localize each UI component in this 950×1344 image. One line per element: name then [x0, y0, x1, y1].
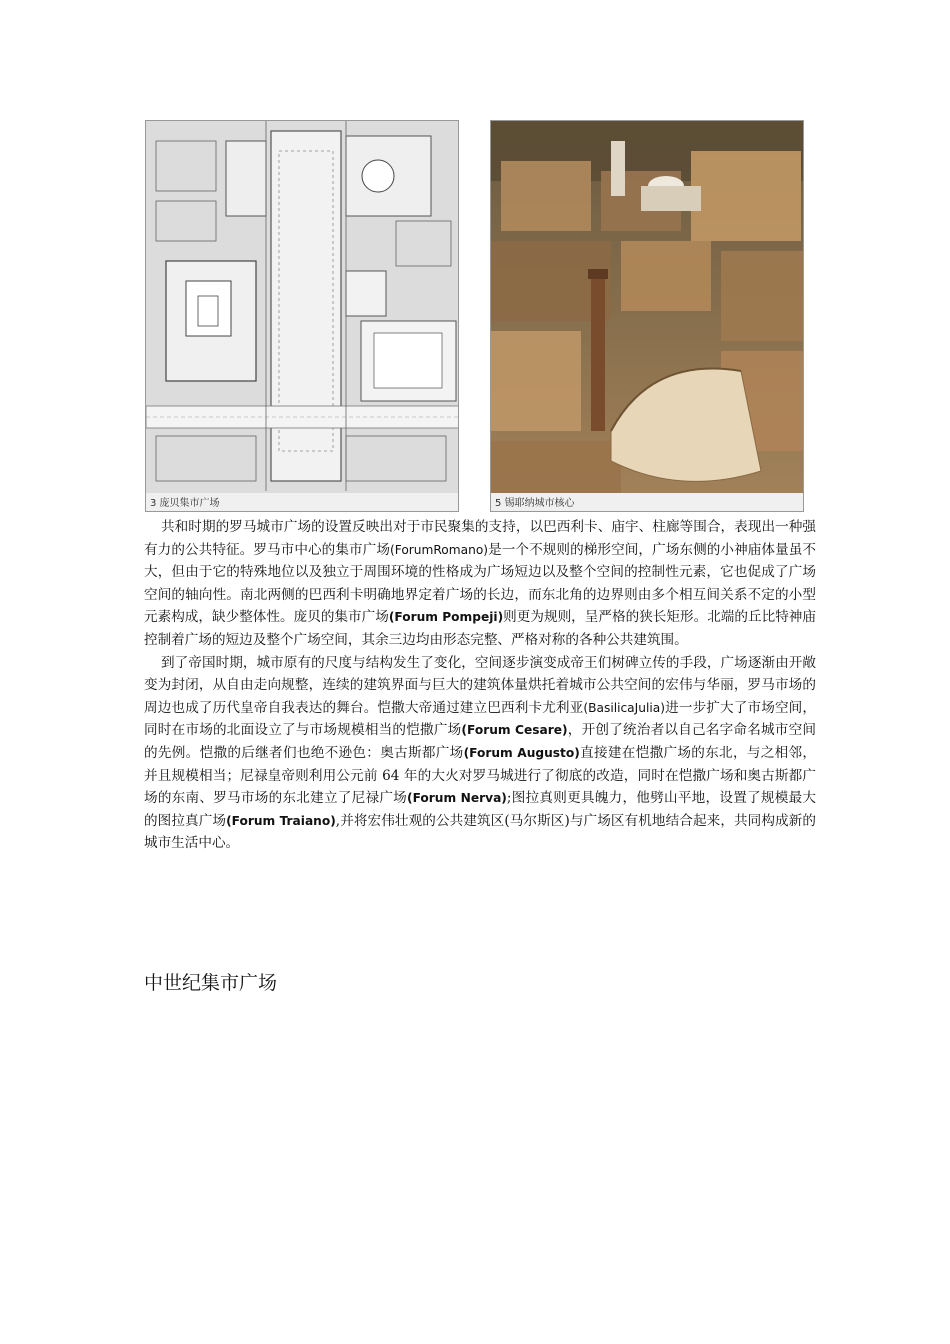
- siena-aerial-drawing: [491, 121, 804, 512]
- pompeii-forum-plan-image: [145, 120, 459, 512]
- text-run: ,并将宏伟壮观的公共建筑区(马尔斯区)与广场区有机地结合起来，共同构成新的城市生活中心。: [144, 812, 816, 852]
- latin-term-bold: (Forum Traiano): [226, 813, 336, 828]
- text-run: 直接建在恺撒广场的东北，与之相邻，并且规模相当；尼禄皇帝则利用公元前 64 年的大火对罗马城进行了彻底的改造，同时在恺撒广场和奥古斯都广场的东南、罗马市场的东北建立了尼禄广场: [144, 744, 817, 807]
- section-heading: 中世纪集市广场: [144, 972, 278, 994]
- pompeii-plan-drawing: [146, 121, 459, 512]
- left-figure-caption: 3 庞贝集市广场: [150, 498, 220, 509]
- siena-aerial-photo: [490, 120, 804, 512]
- text-run: ;图拉真则更具魄力，他劈山平地，设置了规模最大的图拉真广场: [144, 790, 816, 829]
- text-run: 是一个不规则的梯形空间，广场东侧的小神庙体量虽不大，但由于它的特殊地位以及独立于周围环境的性格成为广场短边以及整个空间的控制性元素，它也促成了广场空间的轴向性。南北两侧的巴西利卡明确地界定着广场的长边，而东北角的边界则由多个相互间关系不定的小型元素构成，缺少整体性。庞贝的集市广场: [144, 541, 817, 626]
- text-run: 到了帝国时期，城市原有的尺度与结构发生了变化，空间逐步演变成帝王们树碑立传的手段，广场逐渐由开敞变为封闭，从自由走向规整，连续的建筑界面与巨大的建筑体量烘托着城市公共空间的宏伟与华丽，罗马市场的周边也成了历代皇帝自我表达的舞台。恺撒大帝通过建立巴西利卡尤利亚: [144, 654, 816, 716]
- latin-term: (BasilicaJulia): [583, 700, 665, 715]
- paragraph-republic: [144, 516, 816, 652]
- latin-term-bold: (Forum Nerva): [407, 791, 507, 806]
- text-run: ，开创了统治者以自己名字命名城市空间的先例。恺撒的后继者们也绝不逊色：奥古斯都广场: [144, 722, 816, 761]
- text-run: 进一步扩大了市场空间，同时在市场的北面设立了与市场规模相当的恺撒广场: [144, 699, 817, 739]
- body-text: [144, 516, 816, 855]
- right-figure-caption: 5 锡耶纳城市核心: [495, 498, 575, 509]
- latin-term-bold: (Forum Cesare): [461, 723, 568, 738]
- text-run: 共和时期的罗马城市广场的设置反映出对于市民聚集的支持，以巴西利卡、庙宇、柱廊等围合，表现出一种强有力的公共特征。罗马市中心的集市广场: [144, 519, 816, 558]
- latin-term: (ForumRomano): [389, 542, 489, 557]
- text-run: 则更为规则，呈严格的狭长矩形。北端的丘比特神庙控制着广场的短边及整个广场空间，其余三边均由形态完整、严格对称的各种公共建筑围。: [144, 609, 817, 648]
- latin-term-bold: (Forum Augusto): [463, 745, 580, 760]
- paragraph-empire: [144, 652, 816, 855]
- figure-row: [145, 120, 804, 512]
- latin-term-bold: (Forum Pompeji): [388, 610, 504, 625]
